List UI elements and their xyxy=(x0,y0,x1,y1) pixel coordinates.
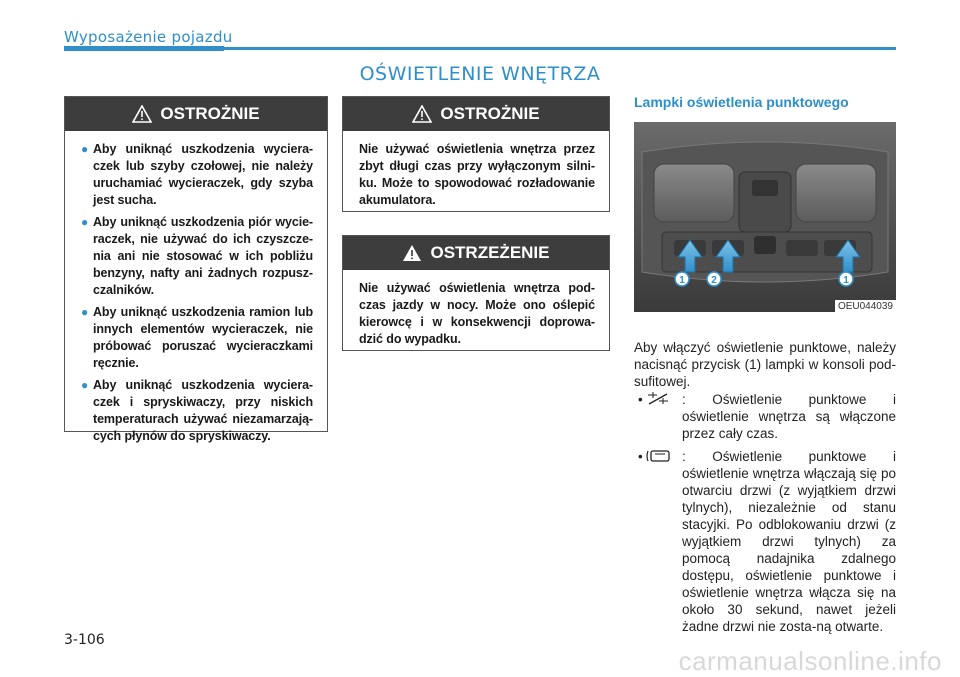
bullet-icon: ● xyxy=(81,142,89,156)
caution-item xyxy=(81,304,313,372)
definition-text: : Oświetlenie punktowe i oświetlenie wnętrza są włączone przez cały czas. xyxy=(682,392,896,441)
page-number: 3-106 xyxy=(64,632,105,648)
caution-item-text: Aby uniknąć uszkodzenia wyciera-czek lub szyby czołowej, nie należy uruchamiać wycieraczek, gdy szyba jest sucha. xyxy=(93,142,313,207)
overhead-console-illustration xyxy=(634,122,896,312)
light-off-symbol-icon xyxy=(645,391,671,407)
caution-item xyxy=(81,141,313,209)
definition-symbol xyxy=(638,391,682,442)
bullet: • xyxy=(638,449,643,464)
caution-body xyxy=(65,131,327,460)
warning-triangle-icon xyxy=(412,105,432,123)
callout-1-right: 1 xyxy=(843,275,849,286)
caution-body: Nie używać oświetlenia wnętrza przez zbyt długi czas przy wyłączonym silni-ku. Może to spowodować rozładowanie akumulatora. xyxy=(359,142,595,207)
warning-body: Nie używać oświetlenia wnętrza pod-czas jazdy w nocy. Może ono oślepić kierowcę i w konsekwencji doprowa-dzić do wypadku. xyxy=(359,281,595,346)
page-title: OŚWIETLENIE WNĘTRZA xyxy=(359,63,601,85)
warning-box-night-driving xyxy=(342,235,610,351)
caution-item-text: Aby uniknąć uszkodzenia ramion lub innych elementów wycieraczek, nie próbować poruszać wycieraczkami ręcznie. xyxy=(93,305,313,370)
door-symbol-icon xyxy=(645,448,673,464)
map-lamp-intro: Aby włączyć oświetlenie punktowe, należy nacisnąć przycisk (1) lampki w konsoli pod-sufitowej. xyxy=(634,340,896,389)
bullet-icon: ● xyxy=(81,215,89,229)
callout-1-left: 1 xyxy=(679,275,685,286)
warning-triangle-icon xyxy=(132,105,152,123)
definition-text: : Oświetlenie punktowe i oświetlenie wnętrza włączają się po otwarciu drzwi (z wyjątkiem drzwi tylnych), niezależnie od stanu stacyjki. Po odblokowaniu drzwi (z wyjątkiem drzwi tylnych) za pomocą nadajnika zdalnego dostępu, oświetlenie punktowe i oświetlenie wnętrza włącza się na około 30 sekund, nawet jeżeli żadne drzwi nie zosta-ną otwarte. xyxy=(682,449,896,634)
bullet-icon: ● xyxy=(81,305,89,319)
caution-box-wipers xyxy=(64,96,328,443)
caution-box-header xyxy=(65,97,327,131)
warning-heading: OSTRZEŻENIE xyxy=(430,243,550,262)
warning-triangle-filled-icon xyxy=(402,244,422,262)
bullet: • xyxy=(638,392,643,407)
caution-heading: OSTROŻNIE xyxy=(440,104,540,123)
caution-box-battery xyxy=(342,96,610,212)
map-lamp-heading: Lampki oświetlenia punktowego xyxy=(634,94,849,110)
definition-door xyxy=(638,448,896,635)
caution-item xyxy=(81,377,313,445)
definition-symbol xyxy=(638,448,682,635)
caution-item-text: Aby uniknąć uszkodzenia piór wycie-raczek, nie używać do ich czyszcze-nia ani nie stosować w ich pobliżu benzyny, nafty ani żadnych rozpusz-czalników. xyxy=(93,215,313,297)
watermark: carmanualsonline.info xyxy=(678,646,942,676)
caution-heading: OSTROŻNIE xyxy=(160,104,260,123)
bullet-icon: ● xyxy=(81,378,89,392)
overhead-console-photo xyxy=(634,122,896,312)
caution-item xyxy=(81,214,313,299)
caution-box-header xyxy=(343,97,609,131)
image-code: OEU044039 xyxy=(835,300,896,312)
warning-box-header xyxy=(343,236,609,270)
callout-2: 2 xyxy=(711,275,717,286)
caution-item-text: Aby uniknąć uszkodzenia wyciera-czek i spryskiwaczy, przy niskich temperaturach używać niezamarzają-cych płynów do spryskiwaczy. xyxy=(93,378,313,443)
header-rule-accent xyxy=(64,46,224,51)
definition-always-on xyxy=(638,391,896,442)
section-header: Wyposażenie pojazdu xyxy=(64,28,233,46)
